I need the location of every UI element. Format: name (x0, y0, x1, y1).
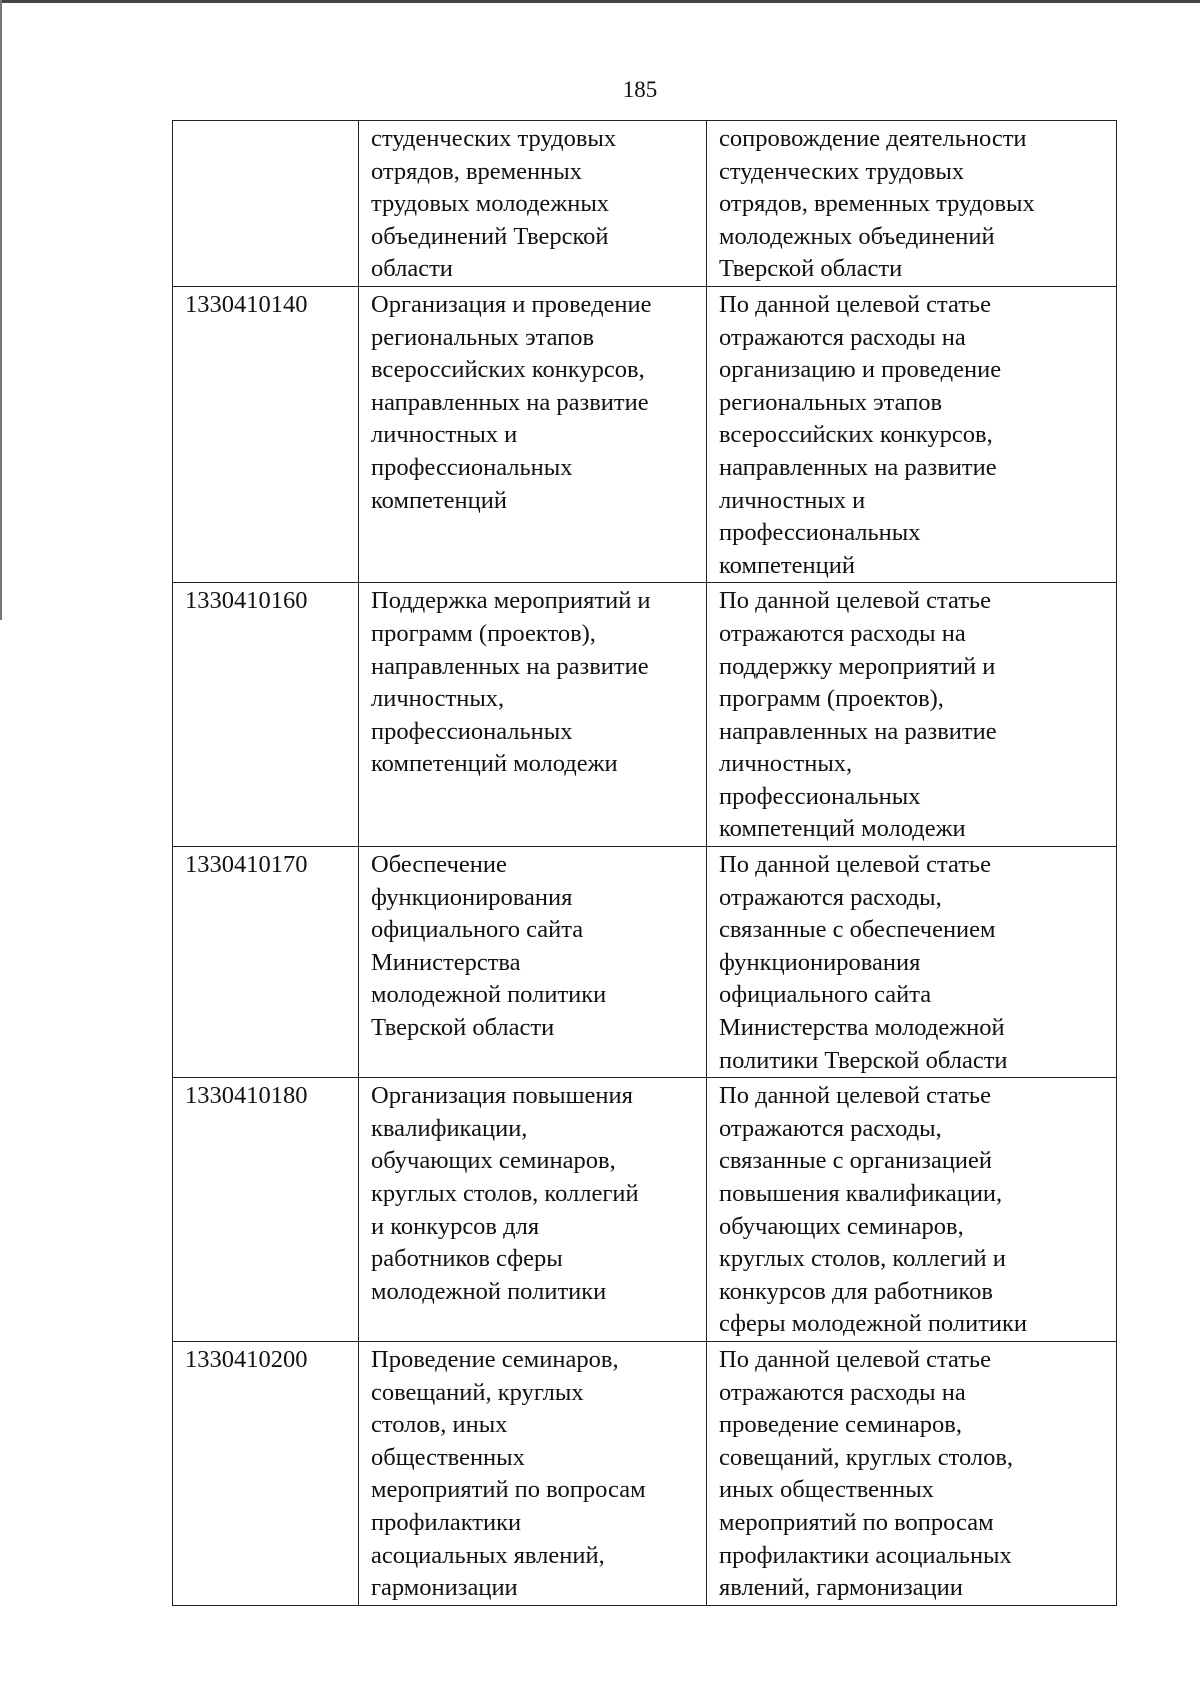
table-row (173, 121, 1117, 287)
scan-edge-top (0, 0, 1200, 3)
target-article-description: По данной целевой статье отражаются расходы, связанные с обеспечением функционирования официального сайта Министерства молодежной политики Тверской области (707, 847, 1117, 1078)
target-article-code: 1330410200 (173, 1341, 359, 1605)
target-article-description: По данной целевой статье отражаются расходы на проведение семинаров, совещаний, круглых столов, иных общественных мероприятий по вопросам профилактики асоциальных явлений, гармонизации (707, 1341, 1117, 1605)
page-number: 185 (622, 77, 658, 102)
target-article-description: сопровождение деятельности студенческих трудовых отрядов, временных трудовых молодежных объединений Тверской области (707, 121, 1117, 287)
target-article-description: По данной целевой статье отражаются расходы на поддержку мероприятий и программ (проектов), направленных на развитие личностных, профессиональных компетенций молодежи (707, 583, 1117, 847)
target-article-description: По данной целевой статье отражаются расходы, связанные с организацией повышения квалификации, обучающих семинаров, круглых столов, коллегий и конкурсов для работников сферы молодежной политики (707, 1078, 1117, 1342)
target-article-name: Организация и проведение региональных этапов всероссийских конкурсов, направленных на развитие личностных и профессиональных компетенций (359, 286, 707, 582)
target-article-name: Поддержка мероприятий и программ (проектов), направленных на развитие личностных, профессиональных компетенций молодежи (359, 583, 707, 847)
target-article-name: студенческих трудовых отрядов, временных трудовых молодежных объединений Тверской области (359, 121, 707, 287)
table-row (173, 583, 1117, 847)
target-article-code: 1330410160 (173, 583, 359, 847)
target-article-name: Проведение семинаров, совещаний, круглых столов, иных общественных мероприятий по вопросам профилактики асоциальных явлений, гармонизации (359, 1341, 707, 1605)
target-article-code (173, 121, 359, 287)
target-article-code: 1330410180 (173, 1078, 359, 1342)
target-article-code: 1330410170 (173, 847, 359, 1078)
table-row (173, 286, 1117, 582)
target-article-name: Организация повышения квалификации, обучающих семинаров, круглых столов, коллегий и конкурсов для работников сферы молодежной политики (359, 1078, 707, 1342)
target-article-name: Обеспечение функционирования официального сайта Министерства молодежной политики Тверской области (359, 847, 707, 1078)
table-row (173, 1341, 1117, 1605)
table-row (173, 847, 1117, 1078)
target-article-description: По данной целевой статье отражаются расходы на организацию и проведение региональных этапов всероссийских конкурсов, направленных на развитие личностных и профессиональных компетенций (707, 286, 1117, 582)
budget-classification-table (172, 120, 1117, 1606)
target-article-code: 1330410140 (173, 286, 359, 582)
table-row (173, 1078, 1117, 1342)
